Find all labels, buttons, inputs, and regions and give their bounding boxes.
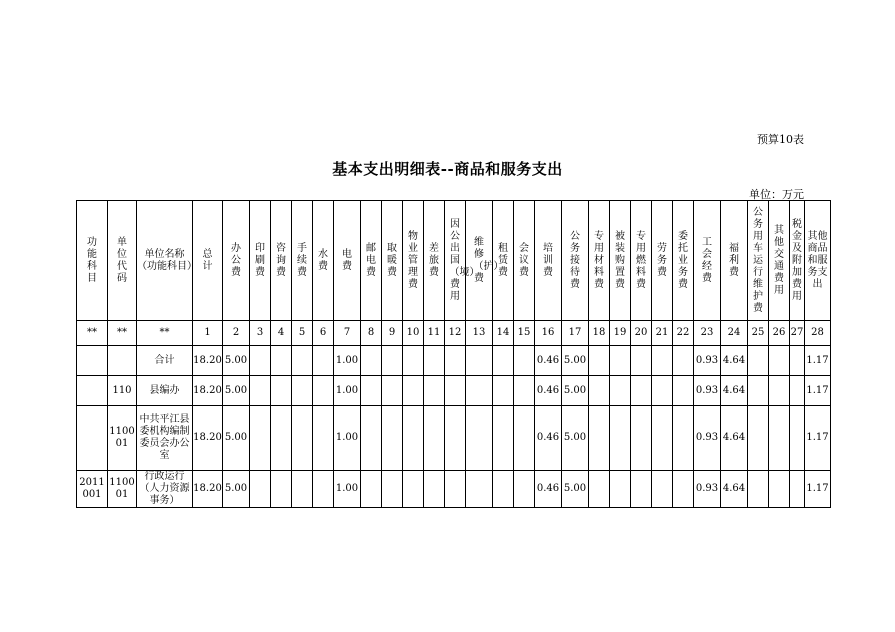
header-cell: 其他交通费用 (769, 201, 790, 321)
value-cell: 1.00 (334, 346, 361, 376)
header-cell: 水费 (313, 201, 334, 321)
value-cell: 5.00 (562, 376, 589, 406)
unit-code-cell: 110001 (108, 406, 137, 471)
value-cell: 18.20 (193, 376, 223, 406)
value-cell (250, 346, 271, 376)
column-number: ** (77, 321, 108, 346)
value-cell: 5.00 (562, 346, 589, 376)
header-cell: 其他商品和服务支出 (805, 201, 831, 321)
value-cell (748, 376, 769, 406)
header-cell: 维修（护）费 (466, 201, 493, 321)
value-cell (790, 376, 805, 406)
value-cell (493, 346, 514, 376)
value-cell: 5.00 (223, 406, 250, 471)
unit-code-cell (108, 346, 137, 376)
header-cell: 办公费 (223, 201, 250, 321)
column-number: 25 (748, 321, 769, 346)
function-code-cell: 2011001 (77, 471, 108, 508)
header-cell: 单位名称（功能科目） (137, 201, 193, 321)
value-cell (790, 346, 805, 376)
value-cell (361, 406, 382, 471)
value-cell (514, 406, 535, 471)
unit-name-cell: 县编办 (137, 376, 193, 406)
value-cell (652, 376, 673, 406)
column-number: 24 (721, 321, 748, 346)
value-cell (466, 471, 493, 508)
value-cell: 1.17 (805, 346, 831, 376)
value-cell (748, 346, 769, 376)
column-number: 3 (250, 321, 271, 346)
form-number: 预算10表 (757, 133, 804, 146)
column-number: 27 (790, 321, 805, 346)
value-cell (250, 406, 271, 471)
value-cell (361, 346, 382, 376)
value-cell (271, 471, 292, 508)
header-cell: 工会经费 (694, 201, 721, 321)
value-cell (631, 346, 652, 376)
column-number: 8 (361, 321, 382, 346)
value-cell (652, 406, 673, 471)
column-number: 14 (493, 321, 514, 346)
column-number-row (77, 321, 831, 346)
column-number: 10 (403, 321, 424, 346)
header-cell: 会议费 (514, 201, 535, 321)
value-cell (493, 376, 514, 406)
column-number: 19 (610, 321, 631, 346)
value-cell (292, 406, 313, 471)
value-cell (631, 406, 652, 471)
header-cell: 咨询费 (271, 201, 292, 321)
value-cell: 0.46 (535, 471, 562, 508)
column-number: 7 (334, 321, 361, 346)
value-cell: 1.17 (805, 376, 831, 406)
value-cell: 1.00 (334, 376, 361, 406)
header-cell: 功能科目 (77, 201, 108, 321)
table-row (77, 406, 831, 471)
value-cell (403, 376, 424, 406)
value-cell (748, 471, 769, 508)
unit-code-cell: 110001 (108, 471, 137, 508)
header-cell: 电费 (334, 201, 361, 321)
value-cell (466, 346, 493, 376)
column-number: 11 (424, 321, 445, 346)
value-cell: 4.64 (721, 406, 748, 471)
column-number: 17 (562, 321, 589, 346)
value-cell (403, 346, 424, 376)
header-cell: 因公出国（境）费用 (445, 201, 466, 321)
value-cell (313, 406, 334, 471)
value-cell: 5.00 (223, 471, 250, 508)
header-cell: 租赁费 (493, 201, 514, 321)
value-cell: 18.20 (193, 346, 223, 376)
value-cell (652, 346, 673, 376)
unit-label: 单位：万元 (749, 188, 804, 201)
header-cell: 差旅费 (424, 201, 445, 321)
value-cell (589, 376, 610, 406)
header-cell: 公务用车运行维护费 (748, 201, 769, 321)
value-cell (673, 471, 694, 508)
value-cell (445, 471, 466, 508)
function-code-cell (77, 346, 108, 376)
column-number: 28 (805, 321, 831, 346)
value-cell (271, 346, 292, 376)
value-cell (673, 376, 694, 406)
column-number: 12 (445, 321, 466, 346)
header-cell: 被装购置费 (610, 201, 631, 321)
value-cell (313, 346, 334, 376)
column-number: ** (137, 321, 193, 346)
column-number: 15 (514, 321, 535, 346)
header-cell: 手续费 (292, 201, 313, 321)
value-cell: 1.00 (334, 471, 361, 508)
table-row (77, 346, 831, 376)
value-cell (769, 406, 790, 471)
header-cell: 物业管理费 (403, 201, 424, 321)
value-cell: 0.46 (535, 346, 562, 376)
unit-name-cell: 中共平江县委机构编制委员会办公室 (137, 406, 193, 471)
header-cell: 邮电费 (361, 201, 382, 321)
value-cell (292, 471, 313, 508)
value-cell (445, 406, 466, 471)
value-cell (382, 406, 403, 471)
value-cell: 1.00 (334, 406, 361, 471)
column-number: 6 (313, 321, 334, 346)
value-cell: 0.46 (535, 406, 562, 471)
value-cell (748, 406, 769, 471)
value-cell (493, 471, 514, 508)
header-row (77, 201, 831, 321)
value-cell: 5.00 (562, 406, 589, 471)
value-cell (424, 471, 445, 508)
value-cell: 18.20 (193, 406, 223, 471)
value-cell (292, 346, 313, 376)
value-cell (424, 346, 445, 376)
value-cell (610, 406, 631, 471)
value-cell (271, 406, 292, 471)
value-cell: 0.93 (694, 406, 721, 471)
header-cell: 专用材料费 (589, 201, 610, 321)
function-code-cell (77, 406, 108, 471)
page-title: 基本支出明细表--商品和服务支出 (332, 160, 563, 178)
value-cell (424, 376, 445, 406)
value-cell (250, 471, 271, 508)
value-cell (313, 471, 334, 508)
column-number: 26 (769, 321, 790, 346)
column-number: 21 (652, 321, 673, 346)
unit-name-cell: 行政运行（人力资源事务） (137, 471, 193, 508)
value-cell (382, 376, 403, 406)
header-cell: 总计 (193, 201, 223, 321)
value-cell (361, 471, 382, 508)
value-cell (769, 471, 790, 508)
value-cell (250, 376, 271, 406)
column-number: 2 (223, 321, 250, 346)
value-cell (514, 471, 535, 508)
header-cell: 税金及附加费用 (790, 201, 805, 321)
unit-name-cell: 合计 (137, 346, 193, 376)
column-number: 16 (535, 321, 562, 346)
value-cell (589, 346, 610, 376)
value-cell (292, 376, 313, 406)
value-cell (424, 406, 445, 471)
value-cell: 1.17 (805, 471, 831, 508)
value-cell: 4.64 (721, 376, 748, 406)
value-cell: 18.20 (193, 471, 223, 508)
value-cell: 4.64 (721, 471, 748, 508)
column-number: 1 (193, 321, 223, 346)
header-cell: 福利费 (721, 201, 748, 321)
unit-code-cell: 110 (108, 376, 137, 406)
column-number: 23 (694, 321, 721, 346)
column-number: 13 (466, 321, 493, 346)
header-cell: 培训费 (535, 201, 562, 321)
value-cell (610, 471, 631, 508)
value-cell: 5.00 (562, 471, 589, 508)
function-code-cell (77, 376, 108, 406)
value-cell (589, 471, 610, 508)
value-cell (403, 406, 424, 471)
header-cell: 委托业务费 (673, 201, 694, 321)
value-cell: 0.46 (535, 376, 562, 406)
value-cell (631, 471, 652, 508)
value-cell (445, 346, 466, 376)
value-cell (382, 471, 403, 508)
value-cell: 4.64 (721, 346, 748, 376)
value-cell (466, 376, 493, 406)
header-cell: 印刷费 (250, 201, 271, 321)
value-cell (313, 376, 334, 406)
value-cell (445, 376, 466, 406)
budget-table (76, 200, 831, 508)
column-number: 9 (382, 321, 403, 346)
value-cell (769, 346, 790, 376)
value-cell (403, 471, 424, 508)
table-row (77, 376, 831, 406)
value-cell (610, 376, 631, 406)
value-cell: 0.93 (694, 376, 721, 406)
column-number: 20 (631, 321, 652, 346)
value-cell (361, 376, 382, 406)
value-cell (514, 376, 535, 406)
value-cell (673, 346, 694, 376)
header-cell: 专用燃料费 (631, 201, 652, 321)
value-cell (466, 406, 493, 471)
column-number: 5 (292, 321, 313, 346)
header-cell: 单位代码 (108, 201, 137, 321)
value-cell (769, 376, 790, 406)
value-cell (790, 471, 805, 508)
table-row (77, 471, 831, 508)
header-cell: 取暖费 (382, 201, 403, 321)
column-number: ** (108, 321, 137, 346)
value-cell: 1.17 (805, 406, 831, 471)
value-cell: 5.00 (223, 376, 250, 406)
value-cell (589, 406, 610, 471)
value-cell (271, 376, 292, 406)
value-cell (652, 471, 673, 508)
header-cell: 公务接待费 (562, 201, 589, 321)
value-cell (631, 376, 652, 406)
value-cell (610, 346, 631, 376)
value-cell (790, 406, 805, 471)
header-cell: 劳务费 (652, 201, 673, 321)
value-cell: 0.93 (694, 471, 721, 508)
value-cell: 0.93 (694, 346, 721, 376)
value-cell (673, 406, 694, 471)
column-number: 22 (673, 321, 694, 346)
value-cell (493, 406, 514, 471)
value-cell (514, 346, 535, 376)
value-cell: 5.00 (223, 346, 250, 376)
column-number: 18 (589, 321, 610, 346)
value-cell (382, 346, 403, 376)
column-number: 4 (271, 321, 292, 346)
